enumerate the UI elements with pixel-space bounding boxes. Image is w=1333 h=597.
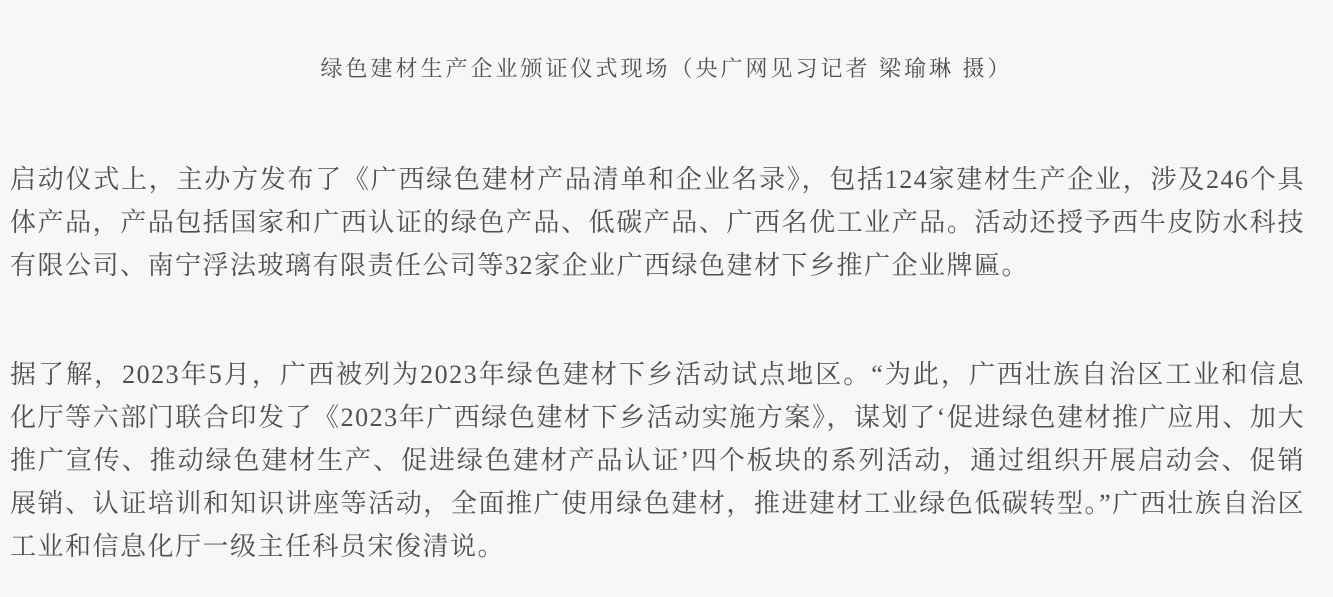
article-paragraph-2: 据了解，2023年5月，广西被列为2023年绿色建材下乡活动试点地区。“为此，广西壮族自治区工业和信息化厅等六部门联合印发了《2023年广西绿色建材下乡活动实施方案》，谋划了‘促进绿色建材推广应用、加大推广宣传、推动绿色建材生产、促进绿色建材产品认证’四个板块的系列活动，通过组织开展启动会、促销展销、认证培训和知识讲座等活动，全面推广使用绿色建材，推进建材工业绿色低碳转型。”广西壮族自治区工业和信息化厅一级主任科员宋俊清说。	[10, 360, 1305, 561]
article-paragraph-1: 启动仪式上，主办方发布了《广西绿色建材产品清单和企业名录》，包括124家建材生产企业，涉及246个具体产品，产品包括国家和广西认证的绿色产品、低碳产品、广西名优工业产品。活动还授予西牛皮防水科技有限公司、南宁浮法玻璃有限责任公司等32家企业广西绿色建材下乡推广企业牌匾。	[10, 165, 1305, 280]
photo-caption: 绿色建材生产企业颁证仪式现场（央广网见习记者 梁瑜琳 摄）	[320, 56, 1013, 81]
article-body	[0, 158, 1333, 568]
